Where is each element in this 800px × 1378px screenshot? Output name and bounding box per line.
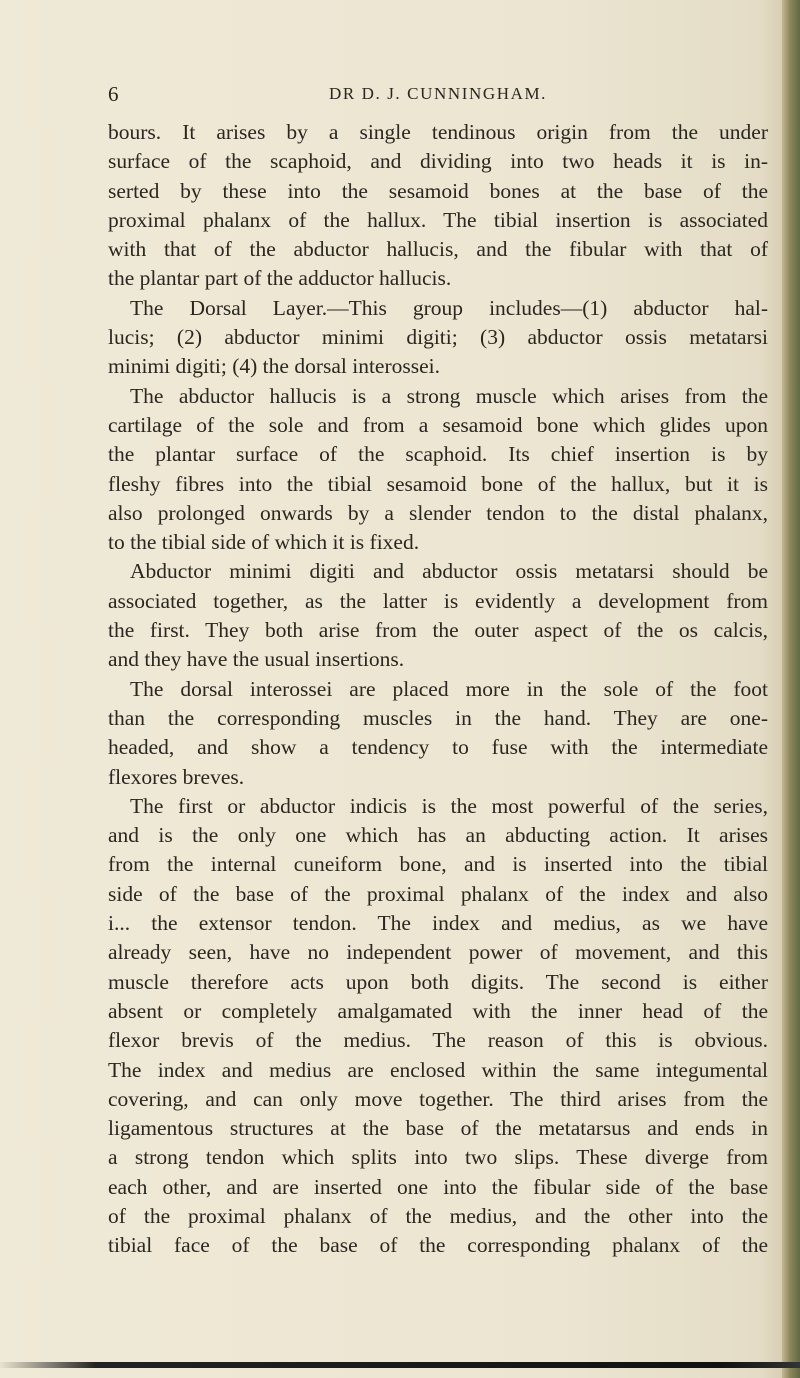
- text-line: to the tibial side of which it is fixed.: [108, 530, 420, 555]
- text-line: of the proximal phalanx of the medius, and the other into the: [108, 1203, 768, 1228]
- text-line: with that of the abductor hallucis, and the fibular with that of: [108, 237, 768, 262]
- page-number: 6: [108, 82, 119, 106]
- text-line: proximal phalanx of the hallux. The tibial insertion is associated: [108, 207, 768, 232]
- text-line: the plantar surface of the scaphoid. Its chief insertion is by: [108, 442, 768, 467]
- text-line: lucis; (2) abductor minimi digiti; (3) abductor ossis metatarsi: [108, 325, 768, 350]
- bottom-rule: [0, 1362, 800, 1368]
- text-line: already seen, have no independent power of movement, and this: [108, 940, 768, 965]
- text-line: headed, and show a tendency to fuse with the intermediate: [108, 735, 768, 760]
- text-line: The index and medius are enclosed within the same integumental: [108, 1057, 768, 1082]
- text-line: associated together, as the latter is evidently a development from: [108, 588, 768, 613]
- text-line: from the internal cuneiform bone, and is inserted into the tibial: [108, 852, 768, 877]
- text-line: tibial face of the base of the corresponding phalanx of the: [108, 1233, 768, 1258]
- text-line: side of the base of the proximal phalanx of the index and also: [108, 881, 768, 906]
- body-text: [108, 118, 768, 1261]
- text-line: The first or abductor indicis is the most powerful of the series,: [130, 793, 768, 818]
- text-line: i... the extensor tendon. The index and medius, as we have: [108, 911, 768, 936]
- text-line: minimi digiti; (4) the dorsal interossei.: [108, 354, 441, 379]
- text-line: bours. It arises by a single tendinous origin from the under: [108, 120, 768, 144]
- text-line: Abductor minimi digiti and abductor ossis metatarsi should be: [130, 559, 768, 584]
- text-line: flexor brevis of the medius. The reason of this is obvious.: [108, 1028, 768, 1053]
- text-line: muscle therefore acts upon both digits. The second is either: [108, 969, 768, 994]
- text-line: The abductor hallucis is a strong muscle which arises from the: [130, 383, 768, 408]
- running-title: DR D. J. CUNNINGHAM.: [328, 84, 548, 103]
- text-line: the first. They both arise from the outer aspect of the os calcis,: [108, 618, 768, 643]
- text-line: each other, and are inserted one into the fibular side of the base: [108, 1174, 768, 1199]
- text-line: cartilage of the sole and from a sesamoid bone which glides upon: [108, 412, 768, 437]
- text-line: absent or completely amalgamated with the inner head of the: [108, 998, 768, 1023]
- text-line: The Dorsal Layer.—This group includes—(1) abductor hal-: [130, 295, 768, 320]
- page-edge-shadow: [782, 0, 800, 1378]
- text-line: also prolonged onwards by a slender tendon to the distal phalanx,: [108, 500, 768, 525]
- text-line: ligamentous structures at the base of the metatarsus and ends in: [108, 1116, 768, 1141]
- text-line: covering, and can only move together. The third arises from the: [108, 1086, 768, 1111]
- text-line: fleshy fibres into the tibial sesamoid bone of the hallux, but it is: [108, 471, 768, 496]
- text-line: and they have the usual insertions.: [108, 647, 405, 672]
- text-line: a strong tendon which splits into two slips. These diverge from: [108, 1145, 768, 1170]
- text-line: The dorsal interossei are placed more in the sole of the foot: [130, 676, 768, 701]
- text-line: and is the only one which has an abducting action. It arises: [108, 823, 768, 848]
- running-head: [108, 82, 768, 110]
- text-line: flexores breves.: [108, 764, 245, 789]
- text-line: serted by these into the sesamoid bones at the base of the: [108, 178, 768, 203]
- text-line: the plantar part of the adductor hallucis.: [108, 266, 452, 291]
- text-line: surface of the scaphoid, and dividing into two heads it is in-: [108, 149, 768, 174]
- text-line: than the corresponding muscles in the hand. They are one-: [108, 705, 768, 730]
